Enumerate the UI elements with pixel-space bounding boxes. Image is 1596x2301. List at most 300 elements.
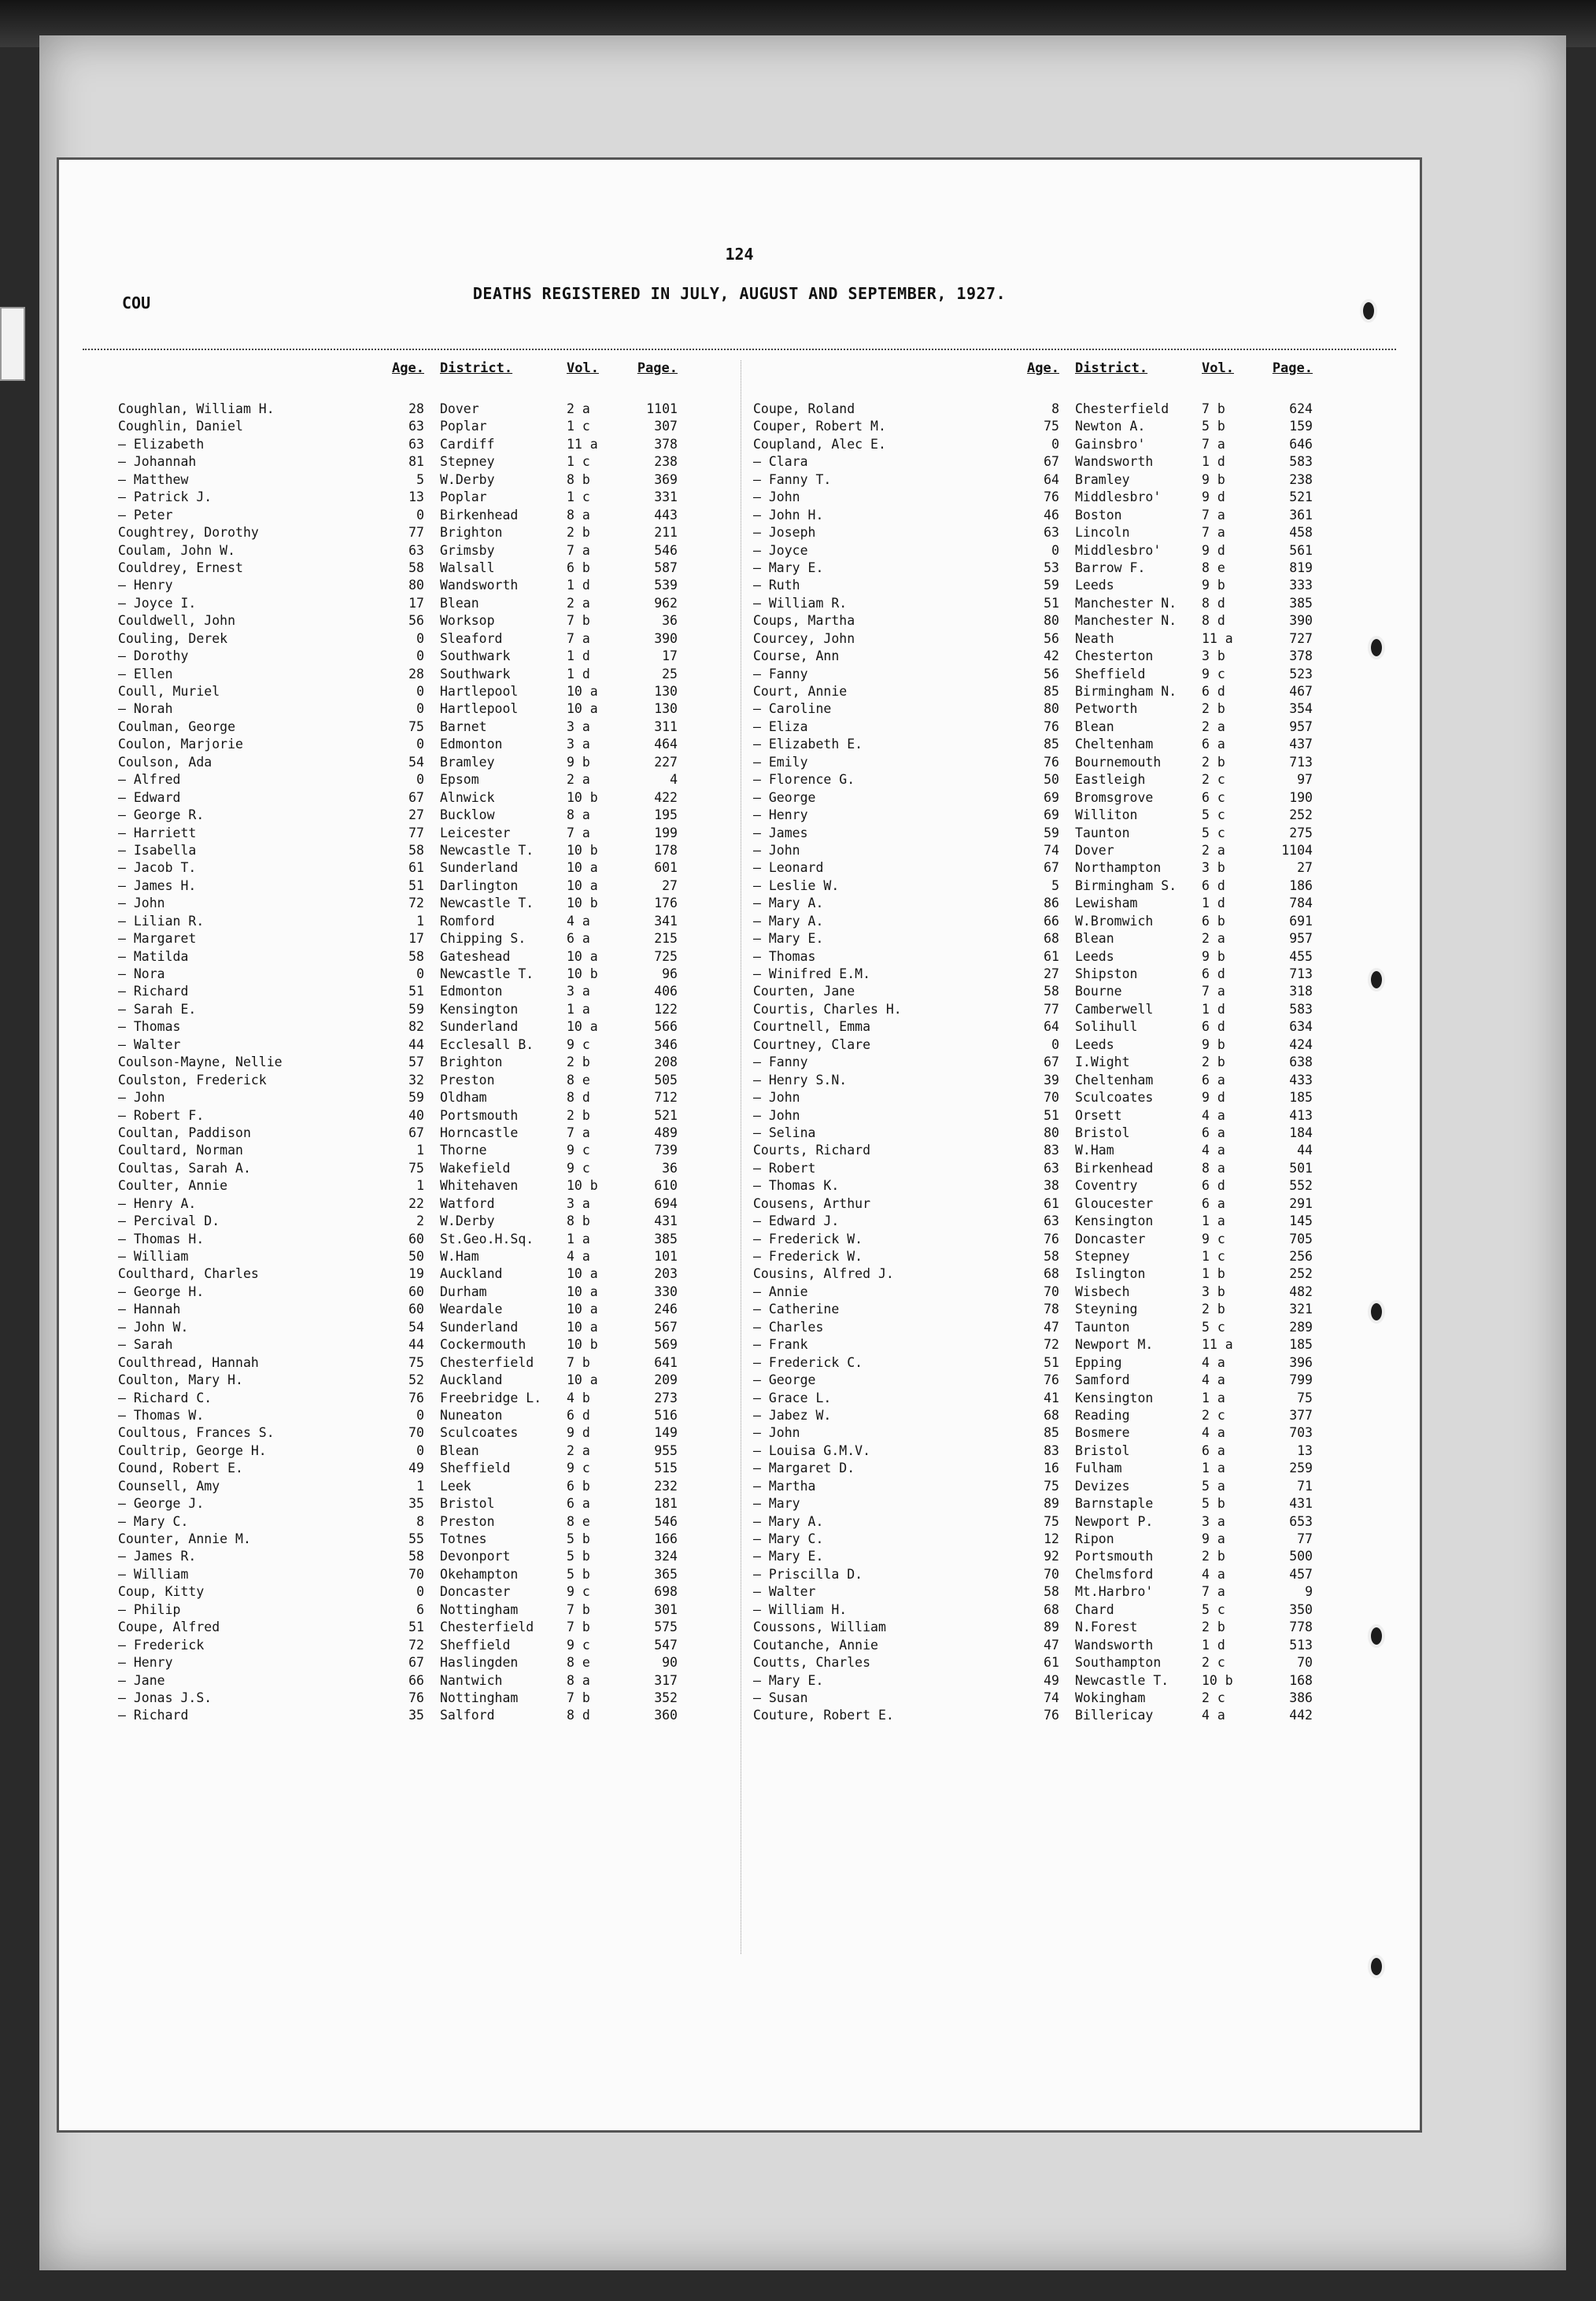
entry-vol: 9 c <box>567 1637 590 1653</box>
entry-district: Bristol <box>440 1496 495 1512</box>
register-entry <box>753 1673 1324 1690</box>
register-entry <box>118 931 689 948</box>
entry-district: Sculcoates <box>440 1425 519 1441</box>
entry-name: — Peter <box>118 507 173 523</box>
entry-page: 406 <box>654 984 678 999</box>
register-entry <box>118 966 689 984</box>
register-entry <box>753 1249 1324 1266</box>
entry-age: 55 <box>408 1531 424 1546</box>
entry-district: Lewisham <box>1075 896 1138 911</box>
entry-page: 464 <box>654 737 678 752</box>
entry-name: Coulter, Annie <box>118 1178 228 1194</box>
register-entry <box>753 1213 1324 1231</box>
entry-district: Northampton <box>1075 860 1162 876</box>
entry-page: 489 <box>654 1125 678 1140</box>
entry-age: 68 <box>1044 1407 1059 1423</box>
entry-page: 27 <box>662 877 678 893</box>
entry-district: Poplar <box>440 489 487 505</box>
entry-name: — William R. <box>753 595 848 611</box>
entry-vol: 6 a <box>1202 1072 1225 1088</box>
entry-age: 63 <box>408 436 424 452</box>
entry-vol: 2 b <box>1202 1549 1225 1564</box>
entry-district: Birkenhead <box>1075 1160 1154 1176</box>
entry-district: Petworth <box>1075 701 1138 717</box>
entry-age: 64 <box>1044 471 1059 487</box>
register-entry <box>753 648 1324 666</box>
entry-age: 77 <box>408 825 424 840</box>
register-entry <box>118 525 689 542</box>
entry-age: 27 <box>408 807 424 823</box>
register-entry <box>118 578 689 595</box>
entry-age: 76 <box>408 1690 424 1705</box>
entry-district: Bristol <box>1075 1125 1130 1140</box>
entry-name: Courtney, Clare <box>753 1036 871 1052</box>
entry-page: 516 <box>654 1407 678 1423</box>
entry-district: Sculcoates <box>1075 1090 1154 1106</box>
entry-district: Okehampton <box>440 1566 519 1582</box>
entry-district: Epping <box>1075 1354 1122 1370</box>
entry-age: 13 <box>408 489 424 505</box>
entry-age: 6 <box>416 1601 424 1617</box>
entry-age: 8 <box>1051 401 1059 416</box>
entry-age: 5 <box>416 471 424 487</box>
entry-page: 705 <box>1289 1231 1313 1247</box>
entry-age: 0 <box>1051 1036 1059 1052</box>
entry-name: — Clara <box>753 454 808 470</box>
entry-page: 181 <box>654 1496 678 1512</box>
entry-district: Nantwich <box>440 1672 503 1688</box>
entry-district: Oldham <box>440 1090 487 1106</box>
entry-district: Kensington <box>1075 1390 1154 1405</box>
entry-name: — Edward J. <box>753 1213 840 1229</box>
entry-name: Coulthread, Hannah <box>118 1354 259 1370</box>
entry-page: 145 <box>1289 1213 1313 1229</box>
entry-age: 1 <box>416 1143 424 1158</box>
register-entry <box>753 1161 1324 1178</box>
entry-page: 365 <box>654 1566 678 1582</box>
entry-page: 166 <box>654 1531 678 1546</box>
entry-district: Brighton <box>440 525 503 541</box>
entry-page: 273 <box>654 1390 678 1405</box>
entry-page: 413 <box>1289 1107 1313 1123</box>
entry-page: 346 <box>654 1036 678 1052</box>
entry-name: — Louisa G.M.V. <box>753 1442 871 1458</box>
register-entry <box>753 1443 1324 1461</box>
header-page: Page. <box>1272 360 1313 376</box>
entry-age: 28 <box>408 666 424 681</box>
entry-district: St.Geo.H.Sq. <box>440 1231 534 1247</box>
entry-name: Coultan, Paddison <box>118 1125 251 1140</box>
entry-vol: 4 a <box>567 1249 590 1264</box>
entry-age: 75 <box>1044 419 1059 434</box>
entry-page: 567 <box>654 1319 678 1335</box>
entry-page: 331 <box>654 489 678 505</box>
entry-vol: 7 a <box>1202 507 1225 523</box>
entry-page: 77 <box>1297 1531 1313 1546</box>
register-entry <box>118 1196 689 1213</box>
entry-name: — Isabella <box>118 842 197 858</box>
entry-age: 77 <box>408 525 424 541</box>
entry-age: 58 <box>408 560 424 575</box>
entry-name: — William <box>118 1566 189 1582</box>
entry-district: Sheffield <box>440 1637 511 1653</box>
entry-page: 957 <box>1289 931 1313 947</box>
entry-page: 25 <box>662 666 678 681</box>
entry-vol: 7 b <box>567 1620 590 1635</box>
entry-age: 59 <box>408 1090 424 1106</box>
entry-district: Salford <box>440 1708 495 1723</box>
register-entry <box>118 737 689 754</box>
entry-vol: 9 d <box>567 1425 590 1441</box>
entry-district: Bramley <box>440 754 495 770</box>
register-entry <box>118 648 689 666</box>
entry-age: 35 <box>408 1708 424 1723</box>
entry-district: Middlesbro' <box>1075 489 1162 505</box>
entry-age: 85 <box>1044 684 1059 699</box>
register-entry <box>118 419 689 436</box>
register-entry <box>753 1232 1324 1249</box>
entry-age: 80 <box>1044 613 1059 629</box>
entry-name: — Nora <box>118 966 165 981</box>
entry-name: Coulson-Mayne, Nellie <box>118 1054 283 1070</box>
register-entry <box>118 596 689 613</box>
entry-district: Neath <box>1075 630 1114 646</box>
entry-age: 61 <box>1044 1195 1059 1211</box>
entry-name: — Robert <box>753 1160 816 1176</box>
register-entry <box>118 508 689 525</box>
entry-page: 96 <box>662 966 678 981</box>
entry-page: 211 <box>654 525 678 541</box>
entry-age: 0 <box>416 1442 424 1458</box>
entry-name: Coulman, George <box>118 718 236 734</box>
entry-district: W.Derby <box>440 471 495 487</box>
entry-page: 725 <box>654 948 678 964</box>
entry-name: Cousins, Alfred J. <box>753 1266 894 1282</box>
entry-name: Courtnell, Emma <box>753 1019 871 1035</box>
entry-vol: 10 b <box>567 842 598 858</box>
register-entry <box>753 1143 1324 1160</box>
entry-district: Stepney <box>440 454 495 470</box>
entry-vol: 6 a <box>567 931 590 947</box>
entry-district: Watford <box>440 1195 495 1211</box>
entry-district: Wandsworth <box>1075 1637 1154 1653</box>
register-entry <box>753 437 1324 454</box>
register-entry <box>753 772 1324 789</box>
entry-vol: 7 b <box>567 1601 590 1617</box>
entry-page: 390 <box>1289 613 1313 629</box>
entry-page: 638 <box>1289 1054 1313 1070</box>
entry-district: Poplar <box>440 419 487 434</box>
entry-vol: 10 b <box>567 896 598 911</box>
register-entry <box>753 1178 1324 1195</box>
entry-district: Reading <box>1075 1407 1130 1423</box>
entry-page: 523 <box>1289 666 1313 681</box>
entry-name: Coupe, Alfred <box>118 1620 220 1635</box>
entry-district: Samford <box>1075 1372 1130 1388</box>
entry-district: W.Ham <box>440 1249 479 1264</box>
entry-name: — George R. <box>118 807 205 823</box>
entry-vol: 10 a <box>567 1302 598 1317</box>
entry-age: 19 <box>408 1266 424 1282</box>
entry-district: Newport M. <box>1075 1337 1154 1353</box>
entry-page: 378 <box>654 436 678 452</box>
entry-name: Coupe, Roland <box>753 401 855 416</box>
entry-age: 63 <box>408 419 424 434</box>
entry-page: 698 <box>654 1584 678 1600</box>
register-entry <box>118 437 689 454</box>
register-entry <box>118 1655 689 1672</box>
register-entry <box>753 1408 1324 1425</box>
entry-page: 482 <box>1289 1283 1313 1299</box>
entry-vol: 9 d <box>1202 1090 1225 1106</box>
entry-age: 69 <box>1044 807 1059 823</box>
entry-page: 360 <box>654 1708 678 1723</box>
entry-page: 199 <box>654 825 678 840</box>
entry-name: — Sarah E. <box>118 1001 197 1017</box>
register-entry <box>753 1425 1324 1442</box>
entry-vol: 6 b <box>567 1478 590 1494</box>
entry-page: 546 <box>654 1513 678 1529</box>
entry-vol: 8 a <box>1202 1160 1225 1176</box>
register-entry <box>118 1531 689 1549</box>
register-entry <box>753 578 1324 595</box>
entry-district: Bournemouth <box>1075 754 1162 770</box>
entry-page: 168 <box>1289 1672 1313 1688</box>
entry-age: 76 <box>1044 754 1059 770</box>
entry-vol: 2 a <box>1202 931 1225 947</box>
entry-age: 8 <box>416 1513 424 1529</box>
left-column-header <box>118 360 689 401</box>
entry-district: Chesterfield <box>1075 401 1169 416</box>
entry-name: — Patrick J. <box>118 489 212 505</box>
entry-name: — Mary E. <box>753 1549 824 1564</box>
entry-page: 433 <box>1289 1072 1313 1088</box>
entry-name: — William <box>118 1249 189 1264</box>
entry-page: 784 <box>1289 896 1313 911</box>
entry-name: — Annie <box>753 1283 808 1299</box>
entry-age: 2 <box>416 1213 424 1229</box>
entry-name: — Hannah <box>118 1302 181 1317</box>
entry-name: — John <box>753 1090 800 1106</box>
entry-age: 0 <box>416 1407 424 1423</box>
entry-page: 610 <box>654 1178 678 1194</box>
entry-vol: 2 c <box>1202 772 1225 788</box>
entry-district: Hartlepool <box>440 684 519 699</box>
entry-age: 35 <box>408 1496 424 1512</box>
entry-age: 70 <box>1044 1090 1059 1106</box>
register-entry <box>118 631 689 648</box>
entry-district: Nuneaton <box>440 1407 503 1423</box>
entry-vol: 3 a <box>567 1195 590 1211</box>
entry-name: Counter, Annie M. <box>118 1531 251 1546</box>
entry-page: 44 <box>1297 1143 1313 1158</box>
header-rule <box>83 349 1396 350</box>
entry-name: Coussons, William <box>753 1620 886 1635</box>
register-entry <box>118 878 689 896</box>
register-entry <box>753 1108 1324 1125</box>
entry-name: — Winifred E.M. <box>753 966 871 981</box>
entry-district: Nottingham <box>440 1601 519 1617</box>
entry-age: 50 <box>408 1249 424 1264</box>
register-entry <box>753 1496 1324 1513</box>
entry-name: Couture, Robert E. <box>753 1708 894 1723</box>
entry-vol: 10 b <box>567 966 598 981</box>
register-entry <box>118 1391 689 1408</box>
entry-page: 318 <box>1289 984 1313 999</box>
entry-page: 539 <box>654 578 678 593</box>
entry-age: 46 <box>1044 507 1059 523</box>
entry-age: 58 <box>408 1549 424 1564</box>
entry-district: Manchester N. <box>1075 595 1177 611</box>
entry-district: Darlington <box>440 877 519 893</box>
entry-vol: 5 b <box>567 1549 590 1564</box>
entry-vol: 4 a <box>1202 1143 1225 1158</box>
entry-age: 51 <box>408 877 424 893</box>
entry-district: W.Ham <box>1075 1143 1114 1158</box>
entry-page: 252 <box>1289 807 1313 823</box>
entry-age: 75 <box>408 1354 424 1370</box>
register-entry <box>753 896 1324 913</box>
entry-age: 12 <box>1044 1531 1059 1546</box>
entry-vol: 2 a <box>567 1442 590 1458</box>
entry-page: 350 <box>1289 1601 1313 1617</box>
entry-name: — Jacob T. <box>118 860 197 876</box>
entry-age: 0 <box>416 737 424 752</box>
entry-district: Eastleigh <box>1075 772 1146 788</box>
header-district: District. <box>440 360 513 376</box>
entry-page: 457 <box>1289 1566 1313 1582</box>
entry-page: 203 <box>654 1266 678 1282</box>
right-column <box>753 360 1324 1726</box>
entry-district: Devizes <box>1075 1478 1130 1494</box>
register-entry <box>118 1461 689 1478</box>
entry-vol: 10 a <box>567 948 598 964</box>
entry-page: 1101 <box>646 401 678 416</box>
entry-vol: 1 d <box>1202 896 1225 911</box>
entry-vol: 4 a <box>1202 1425 1225 1441</box>
entry-page: 515 <box>654 1461 678 1476</box>
entry-age: 52 <box>408 1372 424 1388</box>
entry-name: — John <box>753 1425 800 1441</box>
entry-name: — Mary A. <box>753 1513 824 1529</box>
entry-name: — Mary A. <box>753 896 824 911</box>
entry-page: 341 <box>654 913 678 929</box>
entry-vol: 1 a <box>567 1231 590 1247</box>
entry-name: — Mary E. <box>753 560 824 575</box>
entry-district: Stepney <box>1075 1249 1130 1264</box>
entry-age: 0 <box>416 701 424 717</box>
entry-vol: 2 b <box>1202 754 1225 770</box>
register-entry <box>753 1125 1324 1143</box>
entry-vol: 8 d <box>567 1708 590 1723</box>
entry-age: 51 <box>408 1620 424 1635</box>
entry-district: Chesterfield <box>440 1354 534 1370</box>
register-entry <box>118 772 689 789</box>
entry-age: 1 <box>416 913 424 929</box>
register-entry <box>118 667 689 684</box>
register-entry <box>118 1125 689 1143</box>
register-entry <box>753 1602 1324 1620</box>
register-entry <box>753 931 1324 948</box>
entry-page: 778 <box>1289 1620 1313 1635</box>
entry-vol: 8 e <box>567 1513 590 1529</box>
entry-age: 60 <box>408 1283 424 1299</box>
entry-name: Coupland, Alec E. <box>753 436 886 452</box>
entry-age: 85 <box>1044 1425 1059 1441</box>
entry-name: — Mary <box>753 1496 800 1512</box>
entry-age: 54 <box>408 754 424 770</box>
entry-name: — Florence G. <box>753 772 855 788</box>
entry-name: — Richard <box>118 984 189 999</box>
entry-vol: 10 b <box>567 789 598 805</box>
entry-name: — Walter <box>753 1584 816 1600</box>
register-entry <box>118 1002 689 1019</box>
entry-page: 186 <box>1289 877 1313 893</box>
header-age: Age. <box>1027 360 1059 376</box>
entry-page: 130 <box>654 701 678 717</box>
entry-name: Court, Annie <box>753 684 848 699</box>
entry-page: 184 <box>1289 1125 1313 1140</box>
entry-age: 70 <box>408 1425 424 1441</box>
entry-page: 13 <box>1297 1442 1313 1458</box>
entry-district: Newport P. <box>1075 1513 1154 1529</box>
entry-district: Bosmere <box>1075 1425 1130 1441</box>
entry-page: 159 <box>1289 419 1313 434</box>
entry-age: 44 <box>408 1036 424 1052</box>
entry-name: — William H. <box>753 1601 848 1617</box>
entry-name: — Philip <box>118 1601 181 1617</box>
entry-page: 431 <box>654 1213 678 1229</box>
register-entry <box>118 719 689 737</box>
entry-district: Brighton <box>440 1054 503 1070</box>
register-entry <box>118 560 689 578</box>
entry-district: Doncaster <box>440 1584 511 1600</box>
entry-age: 76 <box>1044 1372 1059 1388</box>
register-entry <box>118 1320 689 1337</box>
entry-page: 962 <box>654 595 678 611</box>
entry-name: Cound, Robert E. <box>118 1461 243 1476</box>
register-entry <box>753 1567 1324 1584</box>
entry-district: Bromsgrove <box>1075 789 1154 805</box>
entry-name: — Harriett <box>118 825 197 840</box>
register-entry <box>118 790 689 807</box>
entry-page: 289 <box>1289 1319 1313 1335</box>
entry-age: 59 <box>1044 825 1059 840</box>
register-entry <box>753 1620 1324 1637</box>
entry-vol: 2 b <box>1202 1620 1225 1635</box>
entry-name: — Mary E. <box>753 931 824 947</box>
entry-district: Sunderland <box>440 1319 519 1335</box>
entry-age: 0 <box>416 684 424 699</box>
entry-district: Portsmouth <box>1075 1549 1154 1564</box>
register-entry <box>753 1073 1324 1090</box>
entry-age: 16 <box>1044 1461 1059 1476</box>
entry-district: Barrow F. <box>1075 560 1146 575</box>
entry-vol: 5 b <box>1202 419 1225 434</box>
entry-age: 58 <box>1044 1249 1059 1264</box>
entry-district: Sunderland <box>440 1019 519 1035</box>
entry-district: Leeds <box>1075 1036 1114 1052</box>
entry-page: 377 <box>1289 1407 1313 1423</box>
entry-page: 799 <box>1289 1372 1313 1388</box>
entry-vol: 4 a <box>1202 1354 1225 1370</box>
register-entry <box>753 984 1324 1001</box>
entry-vol: 4 a <box>567 913 590 929</box>
entry-page: 634 <box>1289 1019 1313 1035</box>
entry-page: 36 <box>662 1160 678 1176</box>
entry-page: 583 <box>1289 454 1313 470</box>
entry-district: Kensington <box>440 1001 519 1017</box>
